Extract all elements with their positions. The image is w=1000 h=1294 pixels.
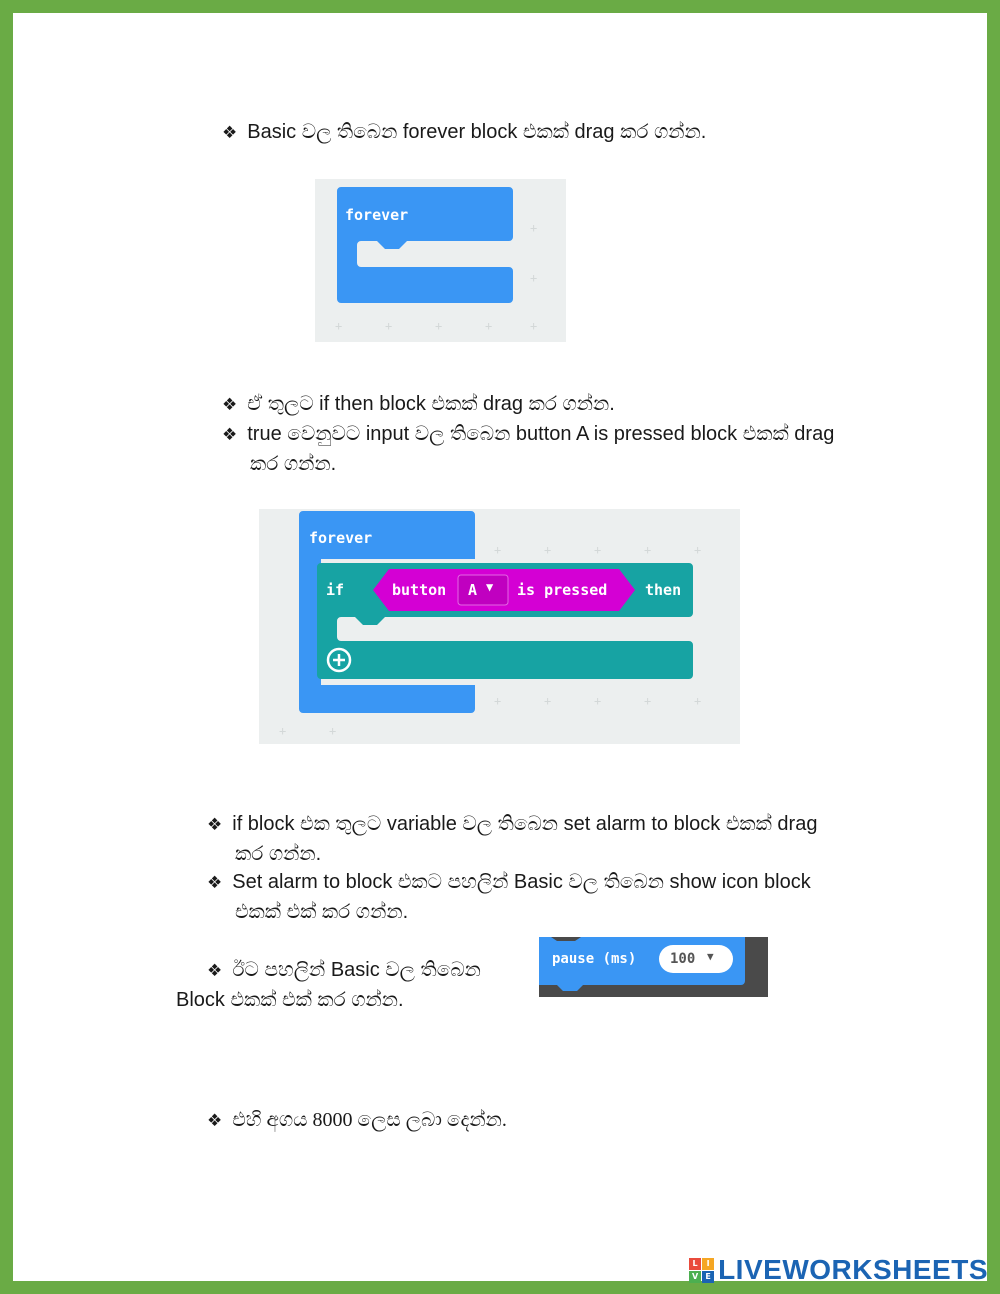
pause-block-shape — [539, 937, 768, 997]
instruction-step-2: ❖ ඒ තුලට if then block එකක් drag කර ගන්න. — [222, 393, 615, 415]
instruction-step-3-cont: කර ගන්න. — [250, 453, 337, 475]
instruction-step-6-cont: Block එකක් එක් කර ගන්න. — [176, 989, 404, 1011]
if-label: if — [326, 581, 345, 599]
liveworksheets-logo — [689, 1256, 988, 1284]
instruction-step-5: ❖ Set alarm to block එකට පහලින් Basic වල තිබෙන show icon block — [207, 871, 811, 893]
button-label: button — [392, 581, 447, 599]
instruction-step-6: ❖ ඊට පහලින් Basic වල තිබෙන — [207, 959, 481, 981]
instruction-step-4: ❖ if block එක තුලට variable වල තිබෙන set alarm to block එකක් drag — [207, 813, 818, 835]
then-label: then — [645, 581, 682, 599]
pause-value-field[interactable]: 100 — [670, 951, 696, 967]
bullet-icon: ❖ — [222, 395, 238, 414]
button-dropdown-value[interactable]: A — [468, 581, 478, 599]
if-block-screenshot: + + + + + + + + + + + + forever if button A ▼ is pressed then — [259, 509, 740, 744]
instruction-step-5-cont: එකක් එක් කර ගන්න. — [235, 901, 409, 923]
bullet-icon: ❖ — [207, 815, 223, 834]
forever-block-shape — [315, 179, 566, 342]
bullet-icon: ❖ — [222, 425, 238, 444]
bullet-icon: ❖ — [222, 123, 238, 142]
logo-badge-icon: L I V E — [689, 1258, 714, 1283]
bullet-icon: ❖ — [207, 1111, 223, 1130]
add-plus-icon[interactable] — [327, 648, 351, 672]
instruction-step-1: ❖ Basic වල තිබෙන forever block එකක් drag කර ගන්න. — [222, 121, 707, 143]
is-pressed-label: is pressed — [517, 581, 608, 599]
bullet-icon: ❖ — [207, 961, 223, 980]
instruction-step-7: ❖ එහි අගය 8000 ලෙස ලබා දෙන්න. — [207, 1109, 507, 1131]
dropdown-arrow-icon[interactable]: ▼ — [486, 580, 494, 594]
logo-text: LIVEWORKSHEETS — [718, 1254, 988, 1285]
bullet-icon: ❖ — [207, 873, 223, 892]
instruction-step-4-cont: කර ගන්න. — [235, 843, 322, 865]
pause-dropdown-arrow-icon[interactable]: ▼ — [707, 950, 714, 963]
forever-label: forever — [345, 206, 409, 224]
instruction-step-3: ❖ true වෙනුවට input වල තිබෙන button A is pressed block එකක් drag — [222, 423, 835, 445]
pause-block-screenshot — [539, 937, 768, 997]
pause-label: pause (ms) — [552, 951, 637, 967]
forever-block-screenshot: + + + + + + + forever — [315, 179, 566, 342]
forever-label: forever — [309, 529, 373, 547]
